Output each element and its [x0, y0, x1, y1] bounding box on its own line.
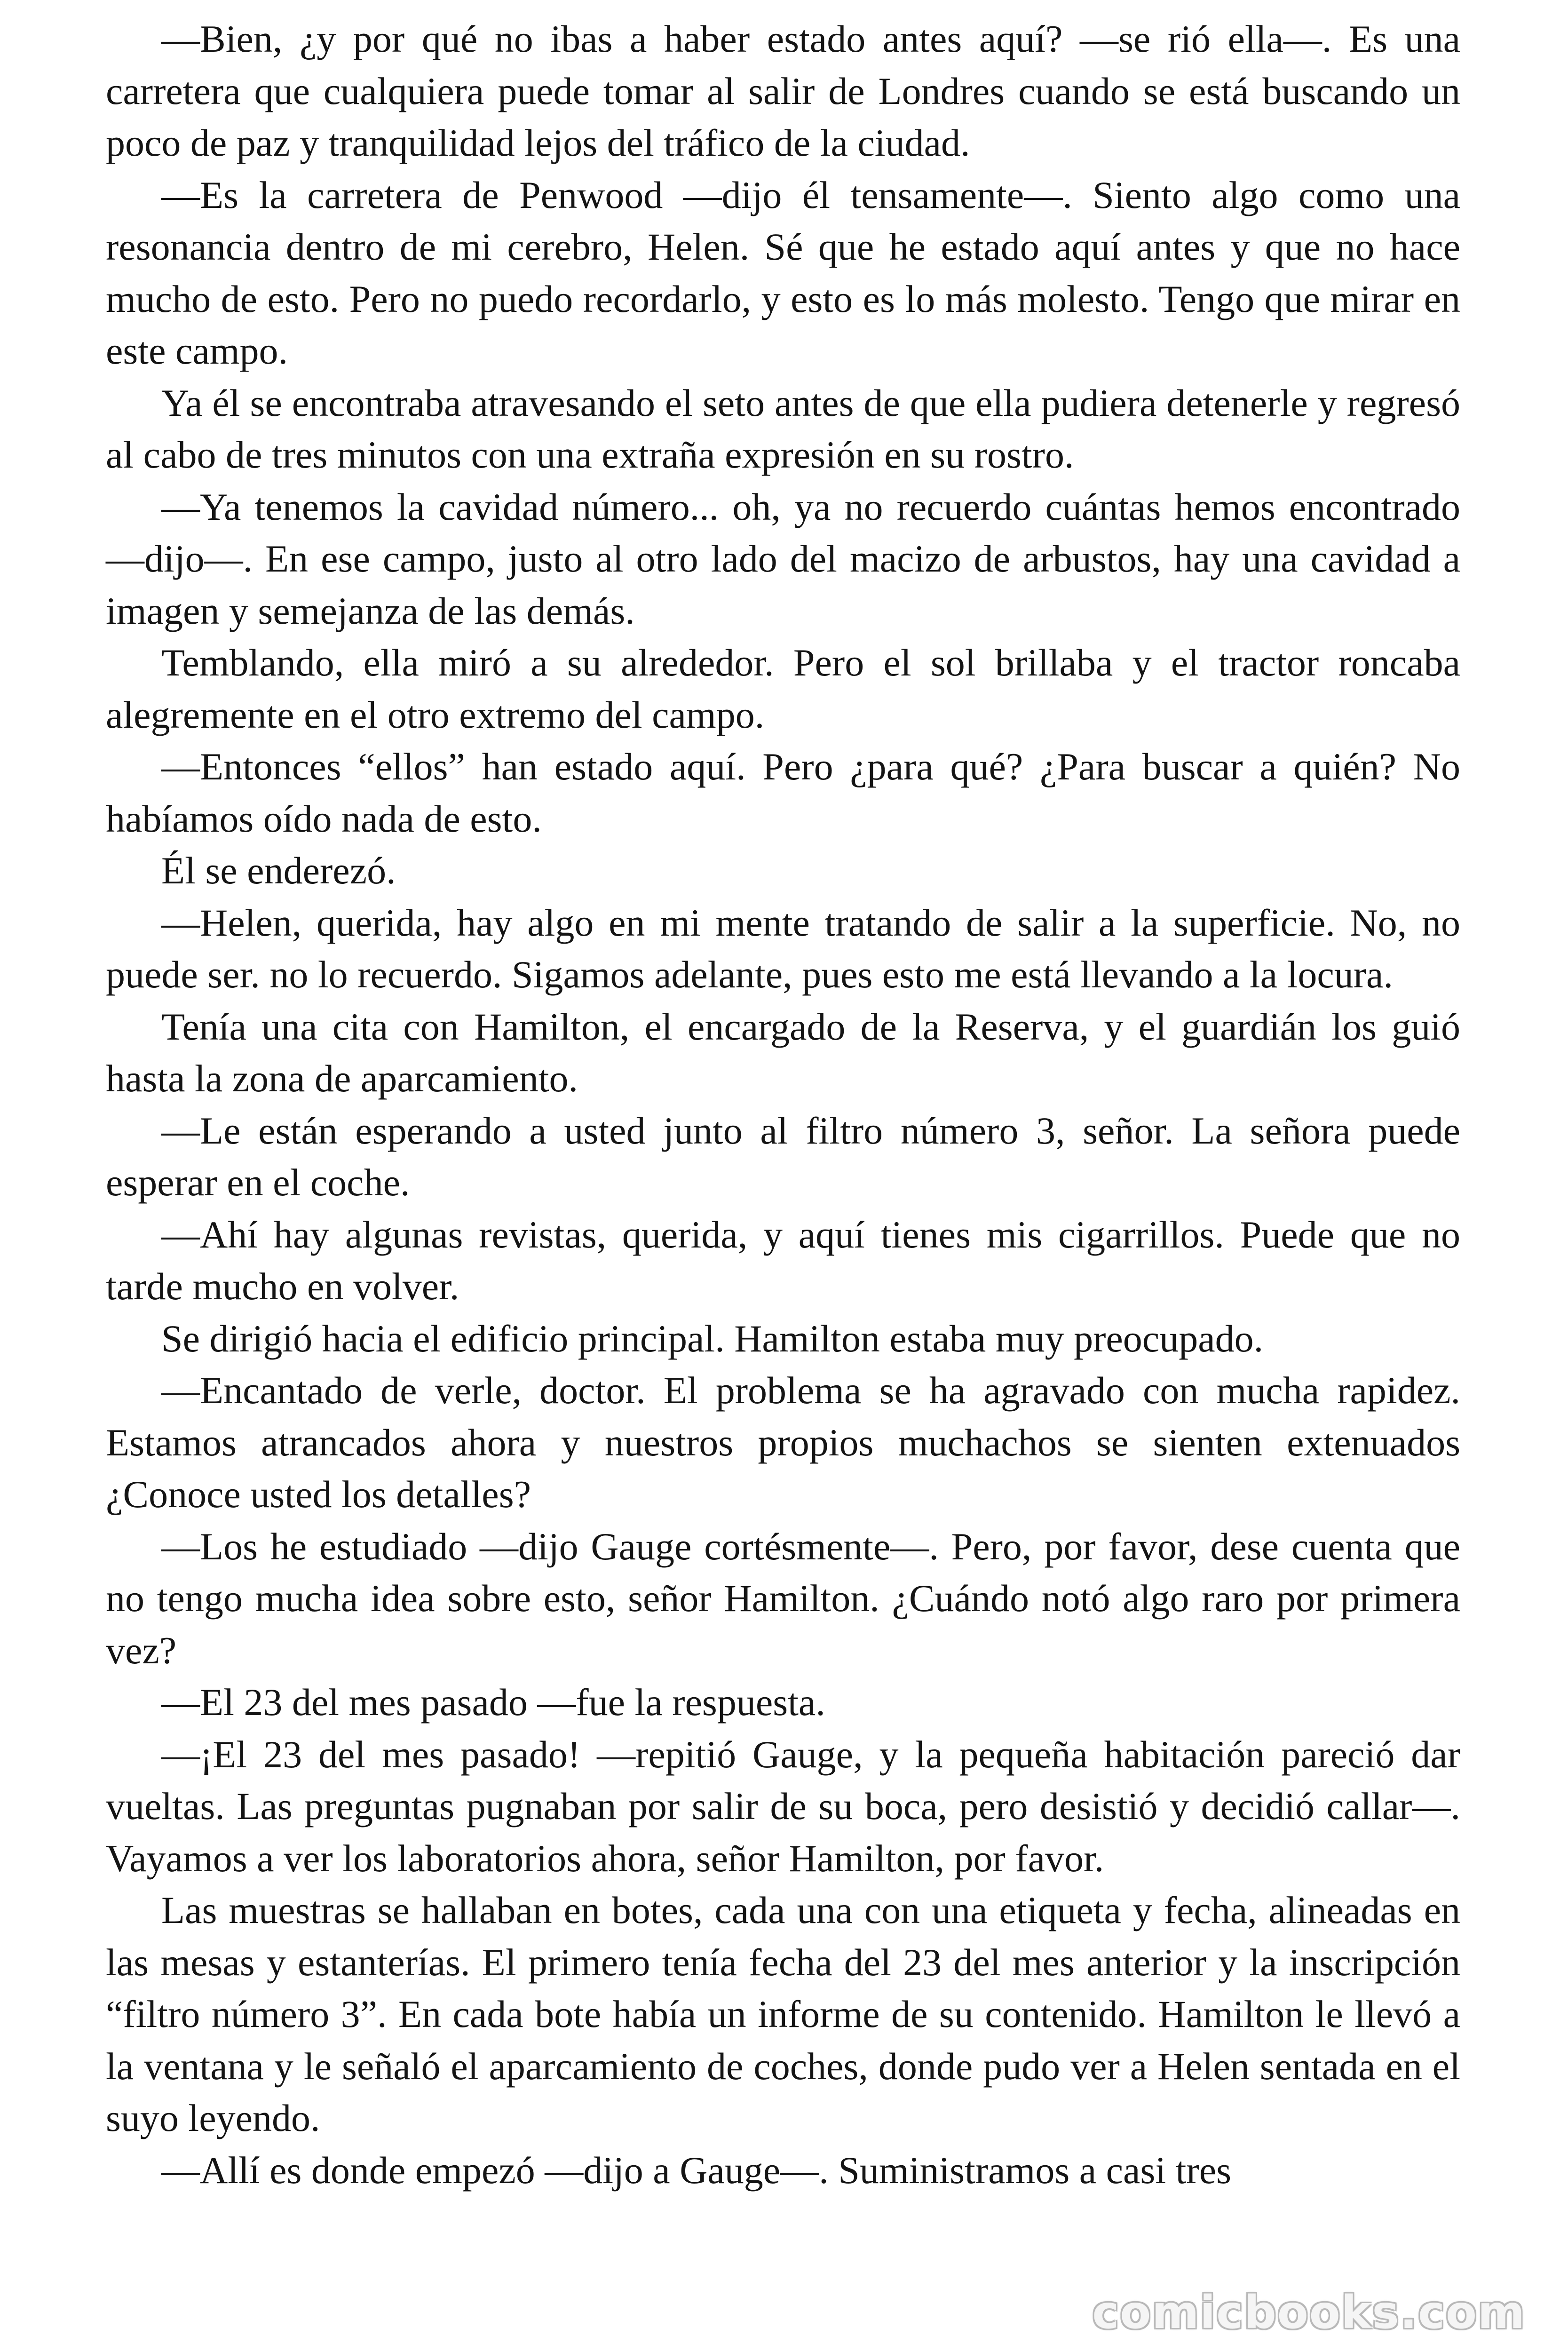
paragraph: —El 23 del mes pasado —fue la respuesta.: [161, 1681, 825, 1724]
paragraph: —Helen, querida, hay algo en mi mente tratando de salir a la superficie. No, no puede ser. no lo recuerdo. Sigamos adelante, pues esto me está llevando a la locura.: [106, 901, 1460, 996]
paragraph: Él se enderezó.: [161, 849, 396, 892]
paragraph: —Encantado de verle, doctor. El problema se ha agravado con mucha rapidez. Estamos atrancados ahora y nuestros propios muchachos se sienten extenuados ¿Conoce usted los detalles?: [106, 1369, 1460, 1516]
body-text: [106, 13, 1460, 2196]
paragraph: —Ahí hay algunas revistas, querida, y aquí tienes mis cigarrillos. Puede que no tarde mucho en volver.: [106, 1213, 1460, 1308]
paragraph: Ya él se encontraba atravesando el seto antes de que ella pudiera detenerle y regresó al cabo de tres minutos con una extraña expresión en su rostro.: [106, 381, 1460, 476]
paragraph: —Le están esperando a usted junto al filtro número 3, señor. La señora puede esperar en el coche.: [106, 1109, 1460, 1204]
paragraph: Las muestras se hallaban en botes, cada una con una etiqueta y fecha, alineadas en las mesas y estanterías. El primero tenía fecha del 23 del mes anterior y la inscripción “filtro número 3”. En cada bote había un informe de su contenido. Hamilton le llevó a la ventana y le señaló el aparcamiento de coches, donde pudo ver a Helen sentada en el suyo leyendo.: [106, 1889, 1460, 2139]
paragraph: Tenía una cita con Hamilton, el encargado de la Reserva, y el guardián los guió hasta la zona de aparcamiento.: [106, 1005, 1460, 1100]
paragraph: —Entonces “ellos” han estado aquí. Pero ¿para qué? ¿Para buscar a quién? No habíamos oído nada de esto.: [106, 745, 1460, 840]
watermark: comicbooks.com: [1092, 2286, 1526, 2339]
paragraph: —Bien, ¿y por qué no ibas a haber estado antes aquí? —se rió ella—. Es una carretera que cualquiera puede tomar al salir de Londres cuando se está buscando un poco de paz y tranquilidad lejos del tráfico de la ciudad.: [106, 17, 1460, 164]
paragraph: Se dirigió hacia el edificio principal. Hamilton estaba muy preocupado.: [161, 1317, 1264, 1360]
paragraph: —¡El 23 del mes pasado! —repitió Gauge, y la pequeña habitación pareció dar vueltas. Las preguntas pugnaban por salir de su boca, pero desistió y decidió callar—. Vayamos a ver los laboratorios ahora, señor Hamilton, por favor.: [106, 1732, 1460, 1880]
paragraph: —Ya tenemos la cavidad número... oh, ya no recuerdo cuántas hemos encontrado —dijo—. En ese campo, justo al otro lado del macizo de arbustos, hay una cavidad a imagen y semejanza de las demás.: [106, 485, 1460, 632]
paragraph: —Los he estudiado —dijo Gauge cortésmente—. Pero, por favor, dese cuenta que no tengo mucha idea sobre esto, señor Hamilton. ¿Cuándo notó algo raro por primera vez?: [106, 1525, 1460, 1672]
paragraph: —Es la carretera de Penwood —dijo él tensamente—. Siento algo como una resonancia dentro de mi cerebro, Helen. Sé que he estado aquí antes y que no hace mucho de esto. Pero no puedo recordarlo, y esto es lo más molesto. Tengo que mirar en este campo.: [106, 173, 1460, 372]
paragraph: —Allí es donde empezó —dijo a Gauge—. Suministramos a casi tres: [161, 2148, 1232, 2192]
paragraph: Temblando, ella miró a su alrededor. Pero el sol brillaba y el tractor roncaba alegremente en el otro extremo del campo.: [106, 641, 1460, 736]
